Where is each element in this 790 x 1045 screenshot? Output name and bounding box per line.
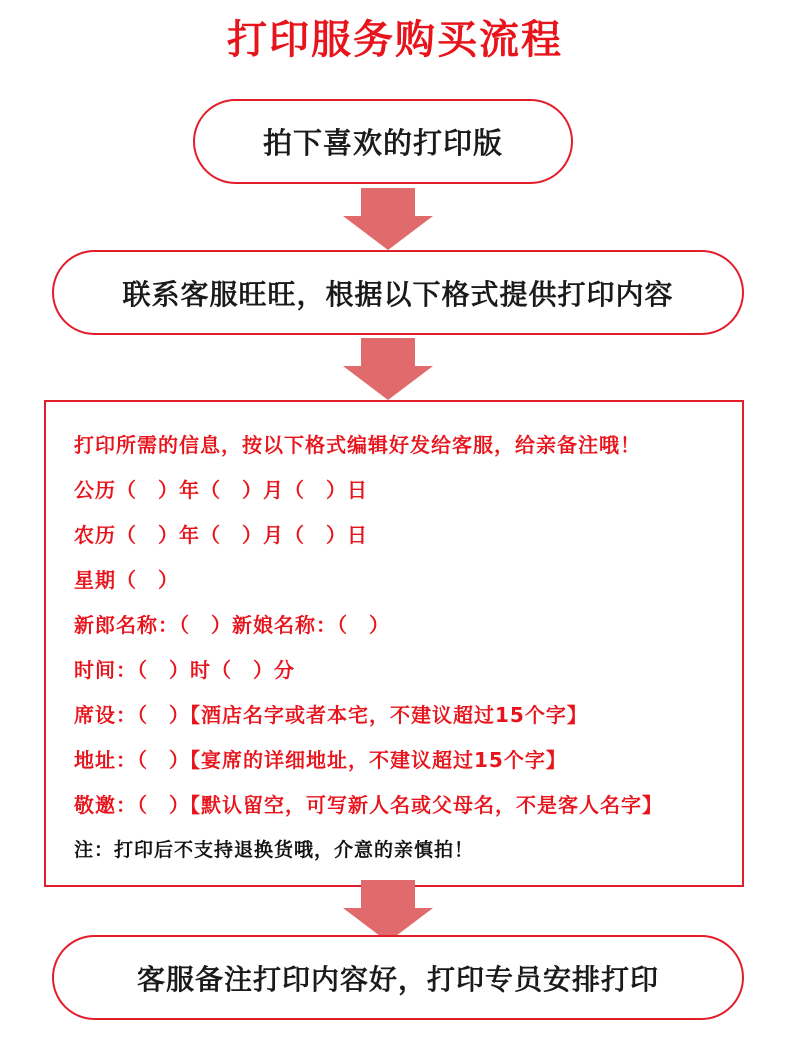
- info-format-box: [44, 400, 744, 887]
- info-intro: 打印所需的信息，按以下格式编辑好发给客服，给亲备注哦！: [74, 433, 641, 457]
- step-2-box: [52, 250, 744, 335]
- arrow-down-icon: [343, 338, 433, 400]
- info-lunar-date: 农历（ ）年（ ）月（ ）日: [74, 523, 368, 547]
- step-4-label: 客服备注打印内容好，打印专员安排打印: [136, 962, 659, 996]
- arrow-down-icon: [343, 188, 433, 250]
- info-note: 注：打印后不支持退换货哦，介意的亲慎拍！: [74, 839, 475, 861]
- step-2-label: 联系客服旺旺，根据以下格式提供打印内容: [122, 277, 674, 311]
- step-1-label: 拍下喜欢的打印版: [262, 126, 503, 160]
- page-title: 打印服务购买流程: [227, 16, 563, 63]
- arrow-down-icon: [343, 880, 433, 942]
- info-invite: 敬邀：（ ）【默认留空，可写新人名或父母名，不是客人名字】: [74, 793, 663, 817]
- info-address: 地址：（ ）【宴席的详细地址，不建议超过15个字】: [74, 748, 567, 772]
- info-solar-date: 公历（ ）年（ ）月（ ）日: [74, 478, 368, 502]
- info-time: 时间：（ ）时（ ）分: [74, 658, 295, 682]
- step-4-box: [52, 935, 744, 1020]
- step-1-box: [193, 99, 573, 184]
- info-names: 新郎名称：（ ）新娘名称：（ ）: [74, 613, 390, 637]
- info-venue: 席设：（ ）【酒店名字或者本宅，不建议超过15个字】: [74, 703, 588, 727]
- info-weekday: 星期（ ）: [74, 568, 179, 592]
